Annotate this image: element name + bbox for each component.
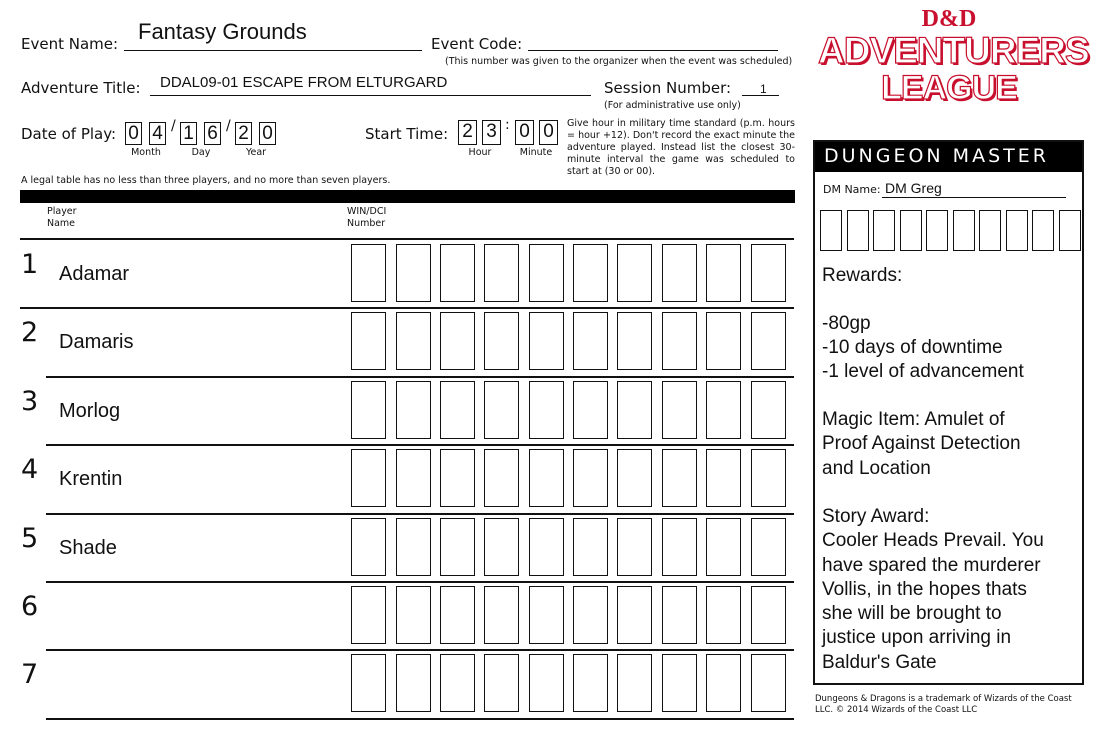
date-digit-day-2[interactable]: 6 [204, 122, 221, 145]
dci-digit-box[interactable] [706, 381, 741, 439]
row-divider [20, 307, 794, 309]
dci-digit-box[interactable] [662, 654, 697, 712]
dm-dci-digit-box[interactable] [926, 210, 948, 251]
session-number-field[interactable] [742, 80, 779, 96]
dm-dci-digit-box[interactable] [820, 210, 842, 251]
dci-digit-box[interactable] [662, 312, 697, 370]
date-digit-month-1[interactable]: 0 [125, 122, 142, 145]
dci-digit-box[interactable] [529, 586, 564, 644]
rewards-label: Rewards: [822, 265, 903, 286]
dci-digit-box[interactable] [351, 518, 386, 576]
col-dci-header [347, 206, 386, 230]
start-digit-minute-2[interactable]: 0 [539, 120, 558, 145]
start-digit-hour-1[interactable]: 2 [458, 120, 477, 145]
row-divider [46, 581, 794, 583]
dci-digit-box[interactable] [351, 312, 386, 370]
dm-dci-digit-box[interactable] [1006, 210, 1028, 251]
day-caption: Day [191, 147, 211, 158]
magic-item-text: Magic Item: Amulet of Proof Against Detection and Location [822, 409, 1021, 479]
dci-digit-box[interactable] [706, 244, 741, 302]
dci-digit-box[interactable] [706, 586, 741, 644]
dci-digit-box[interactable] [529, 654, 564, 712]
start-separator: : [505, 117, 510, 133]
logo-line-adventurers: ADVENTURERS [818, 30, 1089, 71]
legal-table-note: A legal table has no less than three players, and no more than seven players. [21, 175, 391, 186]
event-name-label: Event Name: [21, 35, 119, 53]
story-award-text: Story Award: Cooler Heads Prevail. You have spared the murderer Vollis, in the hopes thats she will be brought to justice upon arriving in Baldur's Gate [822, 506, 1044, 673]
col-player-line1: Player [47, 206, 77, 217]
event-name-field[interactable] [124, 19, 422, 51]
dci-digit-box[interactable] [706, 518, 741, 576]
dm-panel-header [815, 142, 1082, 172]
dci-digit-box[interactable] [484, 654, 519, 712]
dci-digit-box[interactable] [396, 312, 431, 370]
row-divider [46, 718, 794, 720]
row-number-3: 3 [21, 386, 39, 417]
dci-digit-box[interactable] [484, 244, 519, 302]
dci-digit-box[interactable] [573, 654, 608, 712]
row-number-4: 4 [21, 454, 39, 485]
event-code-label: Event Code: [431, 35, 523, 53]
col-player-line2: Name [47, 218, 76, 229]
dm-name-field[interactable] [882, 180, 1066, 198]
dci-digit-box[interactable] [662, 244, 697, 302]
player-name-1[interactable]: Adamar [59, 263, 130, 285]
row-number-1: 1 [21, 249, 39, 280]
dm-header-text: DUNGEON MASTER [824, 145, 1049, 167]
dci-digit-box[interactable] [662, 586, 697, 644]
rewards-line-3: -1 level of advancement [822, 361, 1024, 382]
dci-digit-box[interactable] [751, 312, 786, 370]
col-player-header [47, 206, 77, 230]
session-number-note: (For administrative use only) [604, 100, 741, 111]
row-divider [46, 376, 794, 378]
dci-digit-box[interactable] [440, 586, 475, 644]
dci-digit-box[interactable] [440, 381, 475, 439]
dci-digit-box[interactable] [484, 381, 519, 439]
dci-digit-box[interactable] [662, 518, 697, 576]
col-dci-line2: Number [347, 218, 386, 229]
dci-digit-box[interactable] [484, 518, 519, 576]
dci-digit-box[interactable] [706, 449, 741, 507]
row-divider [46, 444, 794, 446]
dm-dci-digit-box[interactable] [873, 210, 895, 251]
dci-digit-box[interactable] [484, 449, 519, 507]
row-number-7: 7 [21, 659, 39, 690]
dci-digit-box[interactable] [484, 312, 519, 370]
dci-digit-box[interactable] [351, 244, 386, 302]
dm-dci-digit-box[interactable] [1059, 210, 1081, 251]
dci-digit-box[interactable] [396, 518, 431, 576]
dci-digit-box[interactable] [617, 449, 652, 507]
dci-digit-box[interactable] [529, 244, 564, 302]
dci-digit-box[interactable] [440, 518, 475, 576]
year-caption: Year [245, 147, 267, 158]
date-separator-1: / [171, 118, 176, 134]
row-divider [46, 649, 794, 651]
dm-dci-digit-box[interactable] [979, 210, 1001, 251]
dci-digit-box[interactable] [440, 244, 475, 302]
date-of-play-label: Date of Play: [21, 125, 117, 143]
dci-digit-box[interactable] [351, 654, 386, 712]
player-name-2[interactable]: Damaris [59, 331, 134, 353]
date-digit-day-1[interactable]: 1 [180, 122, 197, 145]
dci-digit-box[interactable] [351, 449, 386, 507]
row-number-6: 6 [21, 591, 39, 622]
rewards-line-1: -80gp [822, 313, 871, 334]
event-name-value: Fantasy Grounds [138, 19, 307, 44]
dci-digit-box[interactable] [396, 654, 431, 712]
trademark-footer: Dungeons & Dragons is a trademark of Wizards of the Coast LLC. © 2014 Wizards of the Coast LLC [815, 694, 1072, 715]
date-separator-2: / [226, 118, 231, 134]
dci-digit-box[interactable] [617, 244, 652, 302]
dci-digit-box[interactable] [396, 381, 431, 439]
dci-digit-box[interactable] [751, 449, 786, 507]
dci-digit-box[interactable] [529, 312, 564, 370]
col-dci-line1: WIN/DCI [347, 206, 387, 217]
row-divider [46, 513, 794, 515]
adventure-title-value: DDAL09-01 ESCAPE FROM ELTURGARD [160, 74, 448, 91]
dci-digit-box[interactable] [573, 586, 608, 644]
table-header-bar [20, 190, 795, 203]
dci-digit-box[interactable] [440, 449, 475, 507]
dci-digit-box[interactable] [529, 518, 564, 576]
dci-digit-box[interactable] [440, 654, 475, 712]
start-digit-hour-2[interactable]: 3 [482, 120, 501, 145]
date-digit-month-2[interactable]: 4 [149, 122, 166, 145]
dci-digit-box[interactable] [662, 449, 697, 507]
hour-caption: Hour [468, 147, 492, 158]
dci-digit-box[interactable] [529, 449, 564, 507]
adventurers-league-logo [818, 6, 1089, 118]
dci-digit-box[interactable] [573, 518, 608, 576]
dci-digit-box[interactable] [617, 586, 652, 644]
dci-digit-box[interactable] [751, 654, 786, 712]
dci-digit-box[interactable] [440, 312, 475, 370]
player-name-4[interactable]: Krentin [59, 468, 123, 490]
dci-digit-box[interactable] [617, 518, 652, 576]
table-header-line [20, 238, 794, 240]
dci-digit-box[interactable] [573, 449, 608, 507]
session-number-value: 1 [760, 82, 767, 96]
month-caption: Month [131, 147, 161, 158]
dci-digit-box[interactable] [396, 449, 431, 507]
dci-digit-box[interactable] [706, 312, 741, 370]
dci-digit-box[interactable] [751, 518, 786, 576]
dci-digit-box[interactable] [396, 586, 431, 644]
session-number-label: Session Number: [604, 79, 732, 97]
dm-dci-digit-box[interactable] [1032, 210, 1054, 251]
dci-digit-box[interactable] [617, 312, 652, 370]
dci-digit-box[interactable] [573, 244, 608, 302]
row-number-5: 5 [21, 523, 39, 554]
start-time-note: Give hour in military time standard (p.m. hours = hour +12). Don't record the exact minute the adventure played. Instead list the closest 30-minute interval the game was scheduled to start at (30 or 00). [567, 118, 795, 177]
dci-digit-box[interactable] [617, 654, 652, 712]
dm-dci-digit-box[interactable] [953, 210, 975, 251]
player-name-3[interactable]: Morlog [59, 400, 121, 422]
event-code-note: (This number was given to the organizer when the event was scheduled) [445, 56, 793, 67]
dm-name-value: DM Greg [885, 180, 942, 196]
player-name-5[interactable]: Shade [59, 537, 117, 559]
dd-logo-mark: D&D [921, 6, 977, 32]
adventure-title-label: Adventure Title: [21, 79, 141, 97]
dm-dci-digit-box[interactable] [847, 210, 869, 251]
dci-digit-box[interactable] [662, 381, 697, 439]
dci-digit-box[interactable] [706, 654, 741, 712]
dci-digit-box[interactable] [351, 586, 386, 644]
start-time-label: Start Time: [365, 125, 449, 143]
date-digit-year-1[interactable]: 2 [235, 122, 252, 145]
event-code-field[interactable] [528, 22, 778, 51]
row-number-2: 2 [21, 317, 39, 348]
adventure-title-field[interactable] [150, 72, 591, 96]
dci-digit-box[interactable] [573, 381, 608, 439]
dci-digit-box[interactable] [617, 381, 652, 439]
dci-digit-box[interactable] [751, 381, 786, 439]
dm-name-label: DM Name: [823, 183, 881, 196]
dci-digit-box[interactable] [351, 381, 386, 439]
minute-caption: Minute [519, 147, 553, 158]
dci-digit-box[interactable] [573, 312, 608, 370]
dci-digit-box[interactable] [751, 586, 786, 644]
dci-digit-box[interactable] [484, 586, 519, 644]
dci-digit-box[interactable] [529, 381, 564, 439]
date-digit-year-2[interactable]: 0 [259, 122, 276, 145]
dci-digit-box[interactable] [396, 244, 431, 302]
logo-line-league: LEAGUE [881, 69, 1017, 107]
start-digit-minute-1[interactable]: 0 [515, 120, 534, 145]
dm-dci-digit-box[interactable] [900, 210, 922, 251]
rewards-line-2: -10 days of downtime [822, 337, 1003, 358]
dci-digit-box[interactable] [751, 244, 786, 302]
